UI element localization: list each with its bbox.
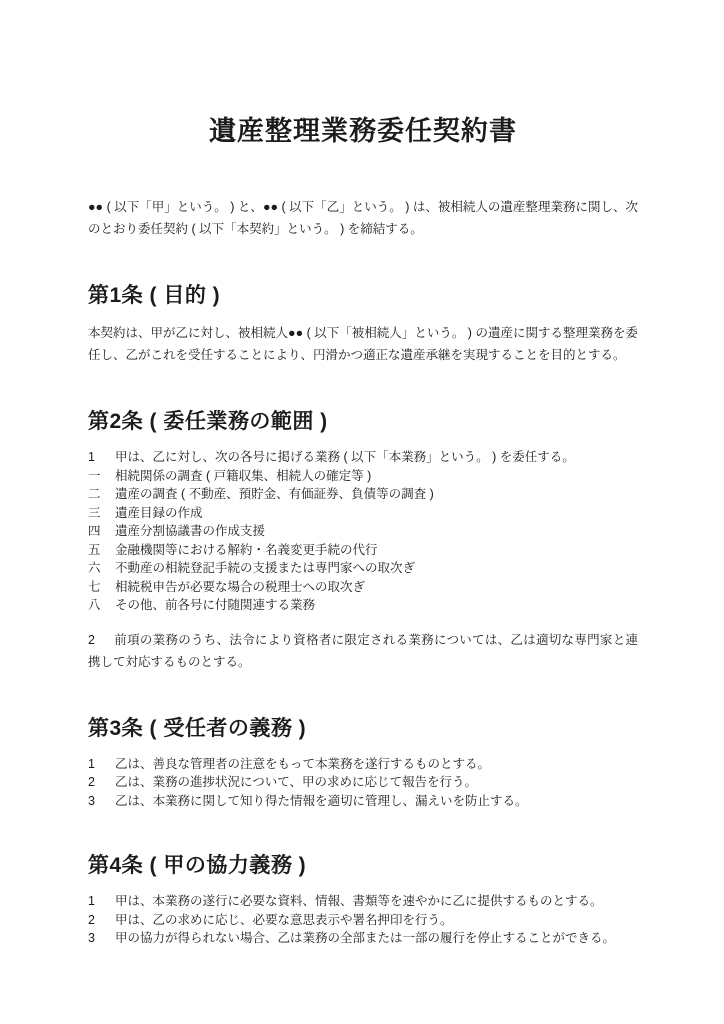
list-item bbox=[88, 911, 638, 930]
item-number: 六 bbox=[88, 561, 101, 575]
item-number: 3 bbox=[88, 931, 95, 945]
item-number: 1 bbox=[88, 894, 95, 908]
article-2-heading: 第2条 ( 委任業務の範囲 ) bbox=[88, 410, 328, 433]
item-number: 三 bbox=[88, 505, 101, 520]
list-item bbox=[88, 892, 638, 911]
item-number: 1 bbox=[88, 756, 95, 771]
list-item bbox=[88, 448, 638, 467]
intro-paragraph: ●● ( 以下「甲」という。 ) と、●● ( 以下「乙」という。 ) は、被相続人の遺産整理業務に関し、次のとおり委任契約 ( 以下「本契約」という。 ) を締結する。 bbox=[88, 200, 638, 236]
article-3-item-list bbox=[88, 755, 638, 811]
item-number: 一 bbox=[88, 468, 101, 483]
article-2-item-list bbox=[88, 448, 638, 615]
item-text: 金融機関等における解約・名義変更手続の代行 bbox=[115, 542, 378, 557]
item-text: 前項の業務のうち、法令により資格者に限定される業務については、乙は適切な専門家と連携して対応するものとする。 bbox=[88, 632, 638, 669]
list-item bbox=[88, 929, 638, 948]
article-2-section bbox=[88, 410, 638, 673]
article-1-section bbox=[88, 284, 638, 366]
item-number: 七 bbox=[88, 579, 101, 594]
item-text: 遺産目録の作成 bbox=[115, 505, 203, 520]
list-item bbox=[88, 467, 638, 486]
item-text: 相続税申告が必要な場合の税理士への取次ぎ bbox=[115, 579, 366, 594]
item-text: その他、前各号に付随関連する業務 bbox=[115, 598, 316, 612]
item-text: 遺産の調査 ( 不動産、預貯金、有価証券、負債等の調査 ) bbox=[115, 487, 434, 501]
item-number: 3 bbox=[88, 793, 95, 808]
item-text: 乙は、本業務に関して知り得た情報を適切に管理し、漏えいを防止する。 bbox=[115, 793, 528, 808]
item-text: 乙は、業務の進捗状況について、甲の求めに応じて報告を行う。 bbox=[115, 775, 478, 789]
item-text: 甲は、乙に対し、次の各号に掲げる業務 ( 以下「本業務」という。 ) を委任する。 bbox=[115, 450, 575, 464]
list-item bbox=[88, 504, 638, 523]
list-item bbox=[88, 559, 638, 578]
item-number: 四 bbox=[88, 524, 101, 538]
article-4-item-list bbox=[88, 892, 638, 948]
article-4-heading: 第4条 ( 甲の協力義務 ) bbox=[88, 854, 307, 877]
list-item bbox=[88, 755, 638, 774]
article-3-section bbox=[88, 717, 638, 811]
item-text: 不動産の相続登記手続の支援または専門家への取次ぎ bbox=[115, 561, 416, 575]
list-item bbox=[88, 792, 638, 811]
item-text: 相続関係の調査 ( 戸籍収集、相続人の確定等 ) bbox=[115, 468, 372, 483]
article-3-heading: 第3条 ( 受任者の義務 ) bbox=[88, 716, 307, 740]
article-2-clause-2 bbox=[88, 629, 638, 673]
article-1-body: 本契約は、甲が乙に対し、被相続人●● ( 以下「被相続人」という。 ) の遺産に関する整理業務を委任し、乙がこれを受任することにより、円滑かつ適正な遺産承継を実現することを目的とする。 bbox=[88, 326, 638, 362]
item-number: 八 bbox=[88, 598, 101, 612]
article-4-section bbox=[88, 854, 638, 948]
list-item bbox=[88, 485, 638, 504]
list-item bbox=[88, 541, 638, 560]
item-text: 甲の協力が得られない場合、乙は業務の全部または一部の履行を停止することができる。 bbox=[115, 931, 616, 945]
article-1-heading: 第1条 ( 目的 ) bbox=[88, 284, 221, 307]
item-number: 五 bbox=[88, 542, 101, 557]
document-title: 遺産整理業務委任契約書 bbox=[209, 116, 517, 146]
list-item bbox=[88, 773, 638, 792]
item-text: 遺産分割協議書の作成支援 bbox=[115, 524, 266, 538]
item-text: 甲は、乙の求めに応じ、必要な意思表示や署名押印を行う。 bbox=[115, 912, 453, 927]
list-item bbox=[88, 578, 638, 597]
item-text: 甲は、本業務の遂行に必要な資料、情報、書類等を速やかに乙に提供するものとする。 bbox=[115, 894, 603, 908]
list-item bbox=[88, 596, 638, 615]
item-number: 2 bbox=[88, 775, 95, 789]
list-item bbox=[88, 522, 638, 541]
item-number: 二 bbox=[88, 487, 101, 501]
item-number: 2 bbox=[88, 632, 95, 647]
item-number: 1 bbox=[88, 450, 95, 464]
item-number: 2 bbox=[88, 912, 95, 927]
item-text: 乙は、善良な管理者の注意をもって本業務を遂行するものとする。 bbox=[115, 756, 491, 771]
